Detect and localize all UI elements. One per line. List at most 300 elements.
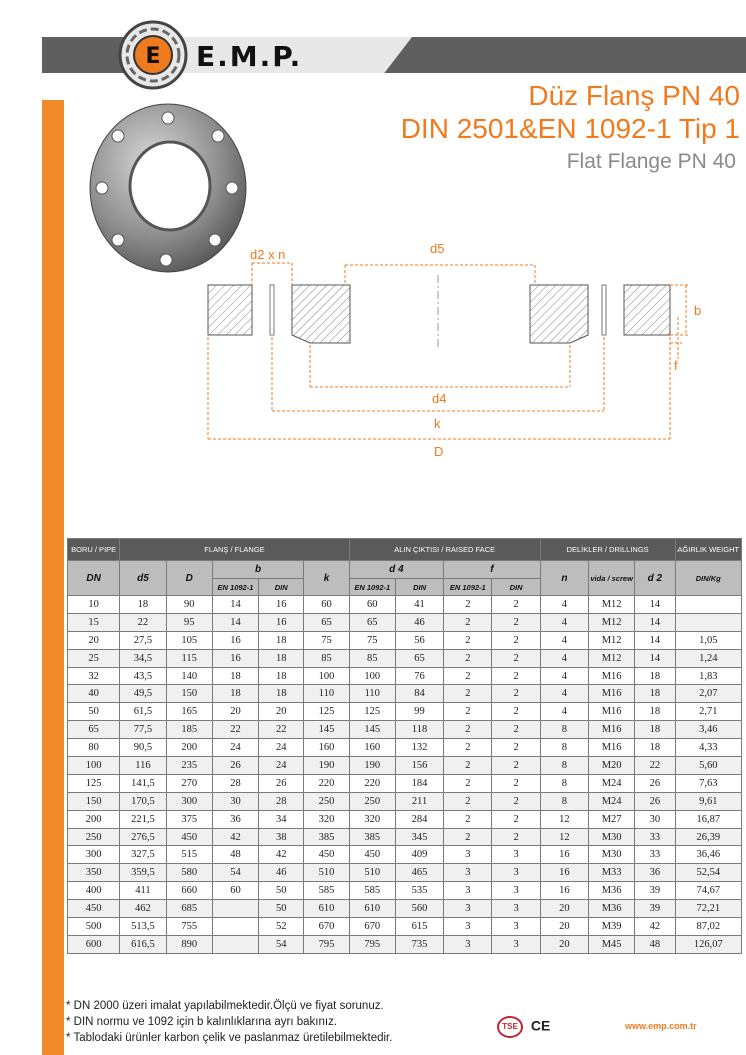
spec-table-body	[68, 596, 742, 954]
label-k: k	[434, 416, 441, 431]
table-cell: 3	[444, 900, 492, 918]
table-cell: 3	[444, 882, 492, 900]
table-cell: 3	[492, 918, 540, 936]
table-cell: 26	[212, 757, 258, 775]
table-cell: M45	[589, 935, 635, 953]
footnote: * DN 2000 üzeri imalat yapılabilmektedir.Ölçü ve fiyat sorunuz.	[66, 1000, 384, 1012]
header-flange: FLANŞ / FLANGE	[120, 539, 349, 561]
header-drillings: DELİKLER / DRILLINGS	[540, 539, 675, 561]
table-cell: 616,5	[120, 935, 166, 953]
table-cell: 60	[349, 596, 395, 614]
table-cell: 14	[635, 631, 675, 649]
table-cell: 20	[540, 900, 588, 918]
table-cell: 450	[166, 828, 212, 846]
table-cell: 145	[349, 721, 395, 739]
table-row	[68, 631, 742, 649]
table-cell: 515	[166, 846, 212, 864]
table-cell: 42	[259, 846, 304, 864]
table-cell: M39	[589, 918, 635, 936]
table-cell: 24	[259, 757, 304, 775]
table-cell: 12	[540, 810, 588, 828]
table-cell: 65	[304, 613, 349, 631]
table-cell: 4,33	[675, 739, 741, 757]
table-cell: 2	[492, 613, 540, 631]
table-cell: 28	[212, 774, 258, 792]
header-pipe: BORU / PIPE	[68, 539, 120, 561]
table-cell: 560	[395, 900, 443, 918]
table-cell: 615	[395, 918, 443, 936]
table-cell: 41	[395, 596, 443, 614]
table-cell: M16	[589, 739, 635, 757]
table-cell: 22	[120, 613, 166, 631]
col-D: D	[166, 561, 212, 596]
table-cell: 320	[304, 810, 349, 828]
table-cell: 2	[492, 810, 540, 828]
col-f-en: EN 1092-1	[444, 579, 492, 596]
table-cell: 100	[349, 667, 395, 685]
table-cell: 190	[304, 757, 349, 775]
table-cell: 735	[395, 935, 443, 953]
table-cell: 685	[166, 900, 212, 918]
table-cell: 46	[259, 864, 304, 882]
table-cell: 585	[349, 882, 395, 900]
label-d4: d4	[432, 391, 447, 406]
table-cell: 75	[349, 631, 395, 649]
table-cell: 50	[259, 882, 304, 900]
table-cell: 22	[259, 721, 304, 739]
table-cell: 28	[259, 792, 304, 810]
table-cell: M30	[589, 828, 635, 846]
table-cell: 9,61	[675, 792, 741, 810]
table-cell: 72,21	[675, 900, 741, 918]
table-row	[68, 846, 742, 864]
col-f-din: DIN	[492, 579, 540, 596]
table-cell: 3	[492, 935, 540, 953]
table-cell: 4	[540, 667, 588, 685]
table-cell: 2	[444, 703, 492, 721]
col-d4-en: EN 1092-1	[349, 579, 395, 596]
table-cell: 34,5	[120, 649, 166, 667]
table-cell: M27	[589, 810, 635, 828]
table-cell	[675, 613, 741, 631]
table-cell: 450	[349, 846, 395, 864]
table-cell: 115	[166, 649, 212, 667]
table-cell	[212, 900, 258, 918]
table-cell: 200	[68, 810, 120, 828]
table-cell: 8	[540, 792, 588, 810]
table-cell: 513,5	[120, 918, 166, 936]
table-cell: 2	[492, 703, 540, 721]
table-cell: 16	[259, 613, 304, 631]
table-cell: 411	[120, 882, 166, 900]
table-cell: 16	[259, 596, 304, 614]
table-row	[68, 667, 742, 685]
table-cell: 16	[212, 631, 258, 649]
table-cell: 20	[259, 703, 304, 721]
table-cell: 18	[259, 667, 304, 685]
table-cell: 660	[166, 882, 212, 900]
table-cell: 2	[492, 685, 540, 703]
table-row	[68, 685, 742, 703]
col-b-en: EN 1092-1	[212, 579, 258, 596]
table-cell: M20	[589, 757, 635, 775]
table-cell: 99	[395, 703, 443, 721]
table-cell: 4	[540, 613, 588, 631]
col-d5: d5	[120, 561, 166, 596]
table-cell: 2	[444, 631, 492, 649]
table-row	[68, 882, 742, 900]
table-cell: 450	[68, 900, 120, 918]
table-cell: 24	[259, 739, 304, 757]
table-cell: 585	[304, 882, 349, 900]
footnote: * Tablodaki ürünler karbon çelik ve paslanmaz üretilebilmektedir.	[66, 1032, 393, 1044]
table-cell: 3	[444, 918, 492, 936]
table-cell: 22	[212, 721, 258, 739]
table-cell: 39	[635, 900, 675, 918]
table-cell: 8	[540, 739, 588, 757]
table-cell: 30	[635, 810, 675, 828]
table-cell: 110	[349, 685, 395, 703]
table-cell: 670	[349, 918, 395, 936]
label-d5: d5	[430, 241, 445, 256]
table-cell: 26	[635, 792, 675, 810]
table-cell: 320	[349, 810, 395, 828]
flange-technical-drawing	[190, 235, 710, 475]
table-cell: 220	[304, 774, 349, 792]
table-row	[68, 649, 742, 667]
table-cell: 18	[635, 739, 675, 757]
table-cell: 795	[349, 935, 395, 953]
table-cell: 2	[444, 685, 492, 703]
col-n: n	[540, 561, 588, 596]
table-cell: M16	[589, 685, 635, 703]
table-cell: 3	[444, 846, 492, 864]
table-cell: 4	[540, 649, 588, 667]
table-row	[68, 918, 742, 936]
table-cell: 156	[395, 757, 443, 775]
table-cell: 610	[304, 900, 349, 918]
table-cell: 54	[259, 935, 304, 953]
table-cell: 170,5	[120, 792, 166, 810]
table-cell: 2	[492, 596, 540, 614]
table-cell: 141,5	[120, 774, 166, 792]
table-cell: 3	[444, 864, 492, 882]
table-cell: 7,63	[675, 774, 741, 792]
table-cell: M30	[589, 846, 635, 864]
table-row	[68, 596, 742, 614]
table-cell: 3	[444, 935, 492, 953]
table-cell: M12	[589, 631, 635, 649]
table-cell: 385	[304, 828, 349, 846]
table-cell: 890	[166, 935, 212, 953]
table-cell: 20	[212, 703, 258, 721]
table-cell: 221,5	[120, 810, 166, 828]
table-cell: 4	[540, 685, 588, 703]
table-cell: 125	[304, 703, 349, 721]
table-cell: 2	[492, 667, 540, 685]
table-cell: 27,5	[120, 631, 166, 649]
table-cell: 118	[395, 721, 443, 739]
table-cell	[212, 935, 258, 953]
col-k: k	[304, 561, 349, 596]
table-cell: 8	[540, 774, 588, 792]
table-cell: 2	[444, 667, 492, 685]
footnote: * DIN normu ve 1092 için b kalınlıklarına ayrı bakınız.	[66, 1016, 338, 1028]
table-cell: 2,71	[675, 703, 741, 721]
table-cell: 20	[540, 918, 588, 936]
table-row	[68, 828, 742, 846]
table-cell: 18	[635, 685, 675, 703]
table-row	[68, 792, 742, 810]
left-accent-stripe	[42, 100, 64, 1055]
table-row	[68, 900, 742, 918]
table-row	[68, 703, 742, 721]
table-cell	[212, 918, 258, 936]
table-cell: 18	[212, 667, 258, 685]
table-cell: 2	[492, 649, 540, 667]
table-row	[68, 721, 742, 739]
table-cell: 8	[540, 757, 588, 775]
table-cell: 16	[540, 864, 588, 882]
table-cell: 26	[259, 774, 304, 792]
table-cell: 14	[212, 613, 258, 631]
tse-mark-icon: TSE	[497, 1016, 523, 1038]
table-cell: 4	[540, 703, 588, 721]
table-cell: 160	[349, 739, 395, 757]
table-cell: 600	[68, 935, 120, 953]
table-cell: 284	[395, 810, 443, 828]
table-cell: 465	[395, 864, 443, 882]
table-cell: 1,05	[675, 631, 741, 649]
table-cell: 33	[635, 846, 675, 864]
table-cell: 535	[395, 882, 443, 900]
table-row	[68, 757, 742, 775]
table-cell: 132	[395, 739, 443, 757]
col-d4-din: DIN	[395, 579, 443, 596]
table-cell: 1,24	[675, 649, 741, 667]
table-cell: 2	[444, 721, 492, 739]
table-cell: M16	[589, 721, 635, 739]
table-cell: 795	[304, 935, 349, 953]
table-cell: 100	[304, 667, 349, 685]
table-cell: 65	[395, 649, 443, 667]
table-cell: 450	[304, 846, 349, 864]
table-cell: 409	[395, 846, 443, 864]
table-cell: 16	[212, 649, 258, 667]
table-cell: M36	[589, 882, 635, 900]
table-cell: 36	[635, 864, 675, 882]
table-cell: 235	[166, 757, 212, 775]
table-row	[68, 613, 742, 631]
table-cell: 65	[349, 613, 395, 631]
table-cell: 36,46	[675, 846, 741, 864]
table-cell: 24	[212, 739, 258, 757]
table-cell: 184	[395, 774, 443, 792]
table-cell: 125	[349, 703, 395, 721]
header-weight: AĞIRLIK WEIGHT	[675, 539, 741, 561]
table-cell: 48	[635, 935, 675, 953]
table-cell: 12	[540, 828, 588, 846]
table-cell: 150	[166, 685, 212, 703]
col-f: f	[444, 561, 541, 579]
table-cell: 510	[304, 864, 349, 882]
brand-name: E.M.P.	[196, 40, 303, 73]
table-row	[68, 739, 742, 757]
table-cell: 84	[395, 685, 443, 703]
label-D: D	[434, 444, 444, 459]
table-cell: 270	[166, 774, 212, 792]
table-cell: 18	[212, 685, 258, 703]
table-cell: 276,5	[120, 828, 166, 846]
col-d2: d 2	[635, 561, 675, 596]
table-cell: 40	[68, 685, 120, 703]
table-cell: 34	[259, 810, 304, 828]
table-cell: 56	[395, 631, 443, 649]
table-cell: 32	[68, 667, 120, 685]
table-cell: 74,67	[675, 882, 741, 900]
table-cell: 4	[540, 596, 588, 614]
table-cell: 8	[540, 721, 588, 739]
table-cell: 2	[444, 828, 492, 846]
table-cell: 36	[212, 810, 258, 828]
title-english: Flat Flange PN 40	[566, 150, 736, 173]
table-cell: 18	[259, 685, 304, 703]
table-cell: 2	[492, 739, 540, 757]
table-cell: 14	[635, 649, 675, 667]
table-cell: 26,39	[675, 828, 741, 846]
table-cell: 30	[212, 792, 258, 810]
table-cell: 610	[349, 900, 395, 918]
table-cell: 18	[259, 631, 304, 649]
table-cell: M12	[589, 596, 635, 614]
table-cell: 116	[120, 757, 166, 775]
table-cell: 110	[304, 685, 349, 703]
table-cell: 60	[212, 882, 258, 900]
col-dn: DN	[68, 561, 120, 596]
col-weight: DIN/Kg	[675, 561, 741, 596]
table-cell: 105	[166, 631, 212, 649]
table-cell: 150	[68, 792, 120, 810]
table-cell: 42	[212, 828, 258, 846]
col-screw: vida / screw	[589, 561, 635, 596]
table-cell: 375	[166, 810, 212, 828]
table-cell: 1,83	[675, 667, 741, 685]
table-cell: 2	[444, 596, 492, 614]
table-cell: 327,5	[120, 846, 166, 864]
table-cell: 3	[492, 864, 540, 882]
table-cell: 65	[68, 721, 120, 739]
table-cell: 90,5	[120, 739, 166, 757]
table-cell: 75	[304, 631, 349, 649]
certification-marks	[497, 1016, 550, 1038]
table-cell: 125	[68, 774, 120, 792]
label-f: f	[674, 358, 678, 373]
table-cell: 250	[68, 828, 120, 846]
table-cell: 22	[635, 757, 675, 775]
table-cell: 25	[68, 649, 120, 667]
table-cell: 2	[444, 649, 492, 667]
col-b-din: DIN	[259, 579, 304, 596]
table-cell: 145	[304, 721, 349, 739]
table-cell: 10	[68, 596, 120, 614]
table-cell: M24	[589, 774, 635, 792]
table-cell: 359,5	[120, 864, 166, 882]
logo-letter: E	[145, 44, 161, 69]
table-cell	[675, 596, 741, 614]
col-b: b	[212, 561, 304, 579]
table-cell: 42	[635, 918, 675, 936]
table-cell: M16	[589, 703, 635, 721]
label-d2n: d2 x n	[250, 247, 286, 262]
table-row	[68, 774, 742, 792]
table-cell: 20	[540, 935, 588, 953]
table-cell: 250	[304, 792, 349, 810]
table-cell: 14	[635, 596, 675, 614]
table-cell: 2	[444, 774, 492, 792]
table-cell: 160	[304, 739, 349, 757]
table-cell: 500	[68, 918, 120, 936]
table-row	[68, 935, 742, 953]
table-cell: 100	[68, 757, 120, 775]
table-cell: 61,5	[120, 703, 166, 721]
table-cell: 77,5	[120, 721, 166, 739]
label-b: b	[694, 303, 702, 318]
table-cell: 300	[68, 846, 120, 864]
table-cell: 510	[349, 864, 395, 882]
table-cell: 16,87	[675, 810, 741, 828]
table-cell: 20	[68, 631, 120, 649]
table-cell: 3	[492, 846, 540, 864]
table-cell: 14	[635, 613, 675, 631]
header-raised-face: ALIN ÇIKTISI / RAISED FACE	[349, 539, 540, 561]
table-cell: 52,54	[675, 864, 741, 882]
table-cell: M12	[589, 649, 635, 667]
ce-mark-icon: CE	[530, 1017, 551, 1034]
table-cell: 580	[166, 864, 212, 882]
table-cell: 33	[635, 828, 675, 846]
table-cell: M24	[589, 792, 635, 810]
table-cell: 52	[259, 918, 304, 936]
table-cell: 18	[635, 721, 675, 739]
table-cell: 4	[540, 631, 588, 649]
table-cell: 54	[212, 864, 258, 882]
table-cell: 49,5	[120, 685, 166, 703]
emp-logo	[118, 20, 188, 90]
table-cell: 2	[444, 810, 492, 828]
table-cell: M36	[589, 900, 635, 918]
table-cell: 26	[635, 774, 675, 792]
table-cell: 48	[212, 846, 258, 864]
title-standard: DIN 2501&EN 1092-1 Tip 1	[400, 113, 740, 144]
table-cell: 80	[68, 739, 120, 757]
footnotes	[66, 998, 392, 1046]
table-cell: M16	[589, 667, 635, 685]
table-cell: 95	[166, 613, 212, 631]
table-cell: 350	[68, 864, 120, 882]
table-cell: 345	[395, 828, 443, 846]
col-d4: d 4	[349, 561, 444, 579]
website-link[interactable]: www.emp.com.tr	[625, 1021, 697, 1031]
table-cell: 18	[635, 703, 675, 721]
table-cell: 2	[492, 757, 540, 775]
table-cell: 50	[68, 703, 120, 721]
table-cell: 670	[304, 918, 349, 936]
table-cell: 200	[166, 739, 212, 757]
table-cell: 16	[540, 846, 588, 864]
table-cell: 3	[492, 900, 540, 918]
table-cell: 2	[492, 721, 540, 739]
table-cell: 462	[120, 900, 166, 918]
